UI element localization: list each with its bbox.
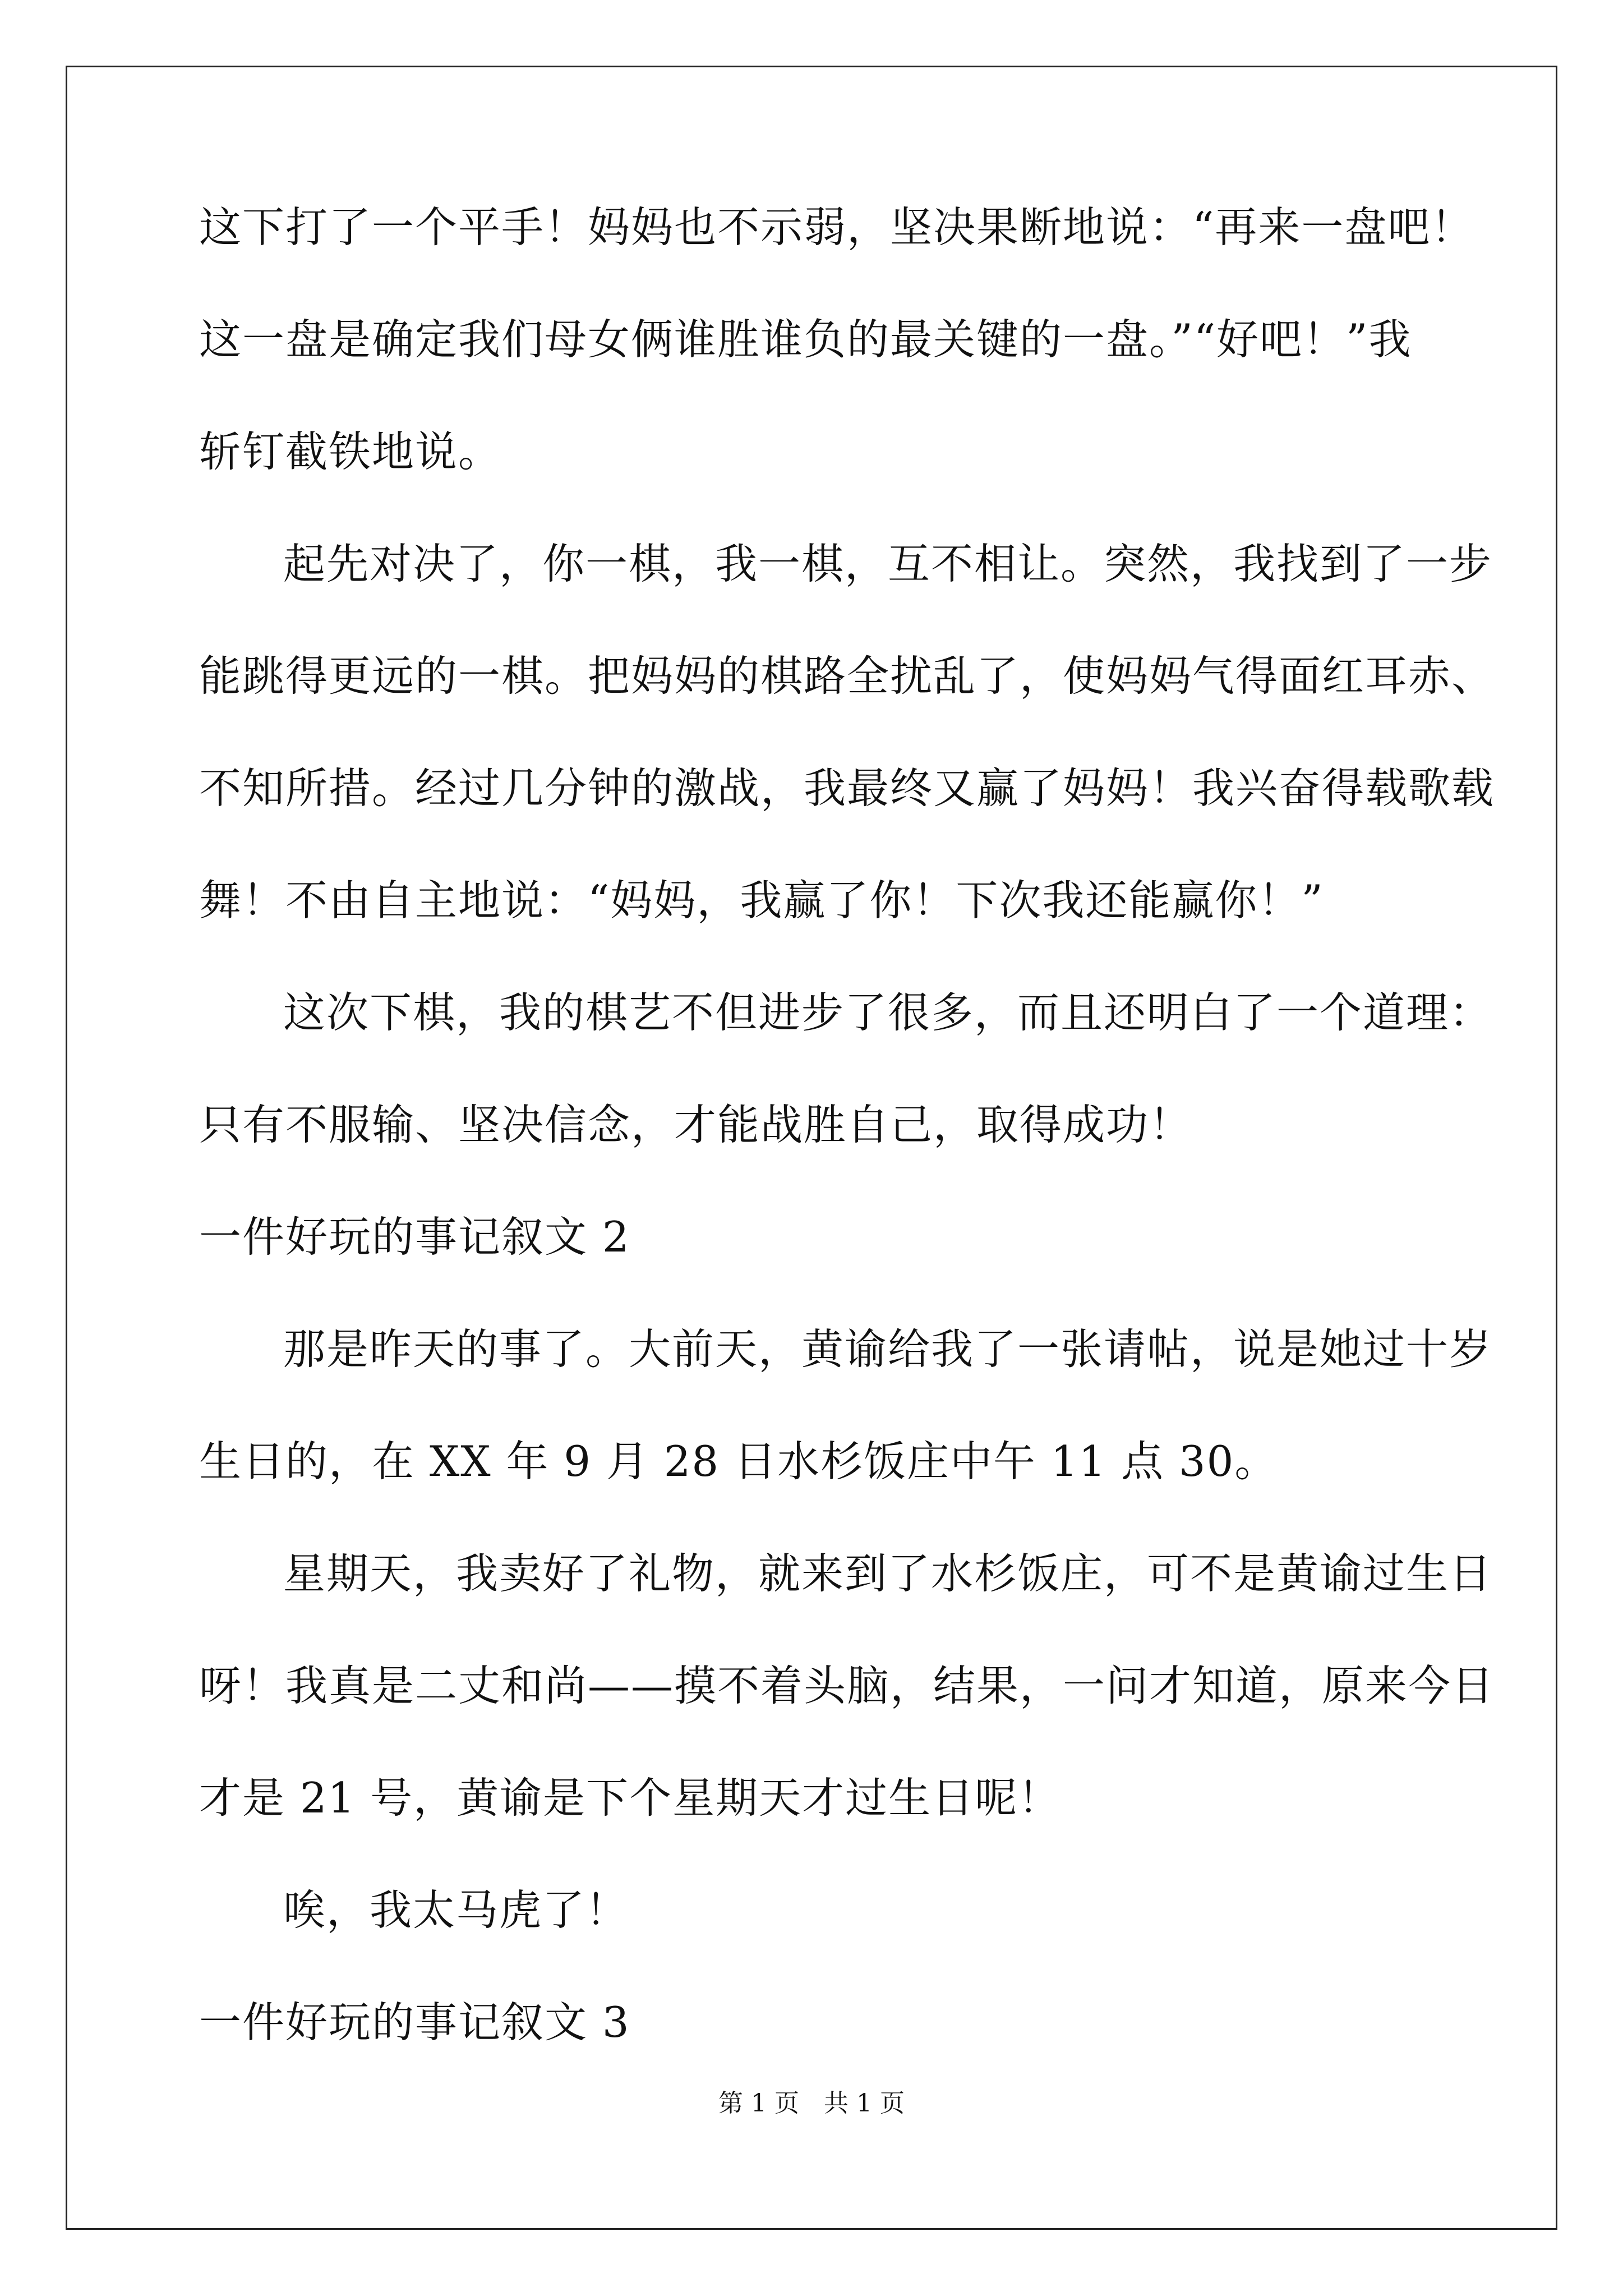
text-line: 呀！我真是二丈和尚——摸不着头脑，结果，一问才知道，原来今日 <box>199 1661 1495 1710</box>
text-line: 生日的，在 XX 年 9 月 28 日水杉饭庄中午 11 点 30。 <box>199 1437 1278 1486</box>
text-line: 这下打了一个平手！妈妈也不示弱，坚决果断地说：“再来一盘吧！ <box>199 203 1474 252</box>
paragraph-start-line: 起先对决了，你一棋，我一棋，互不相让。突然，我找到了一步 <box>283 539 1493 588</box>
text-line: 这一盘是确定我们母女俩谁胜谁负的最关键的一盘。”“好吧！”我 <box>199 315 1412 364</box>
text-line: 才是 21 号，黄谕是下个星期天才过生日呢！ <box>199 1773 1062 1823</box>
text-line: 不知所措。经过几分钟的激战，我最终又赢了妈妈！我兴奋得载歌载 <box>199 763 1495 813</box>
paragraph-start-line: 这次下棋，我的棋艺不但进步了很多，而且还明白了一个道理： <box>283 988 1493 1037</box>
page-number-footer: 第 1 页 共 1 页 <box>718 2089 905 2118</box>
paragraph-start-line: 那是昨天的事了。大前天，黄谕给我了一张请帖，说是她过十岁 <box>283 1324 1493 1374</box>
section-heading: 一件好玩的事记叙文 3 <box>199 1998 630 2047</box>
paragraph-start-line: 唉，我太马虎了！ <box>283 1885 629 1935</box>
section-heading: 一件好玩的事记叙文 2 <box>199 1212 630 1262</box>
text-line: 能跳得更远的一棋。把妈妈的棋路全扰乱了，使妈妈气得面红耳赤、 <box>199 651 1495 701</box>
text-line: 舞！不由自主地说：“妈妈，我赢了你！下次我还能赢你！” <box>199 876 1324 925</box>
paragraph-start-line: 星期天，我卖好了礼物，就来到了水杉饭庄，可不是黄谕过生日 <box>283 1549 1493 1598</box>
text-line: 只有不服输、坚决信念，才能战胜自己，取得成功！ <box>199 1100 1193 1149</box>
text-line: 斩钉截铁地说。 <box>199 427 502 476</box>
